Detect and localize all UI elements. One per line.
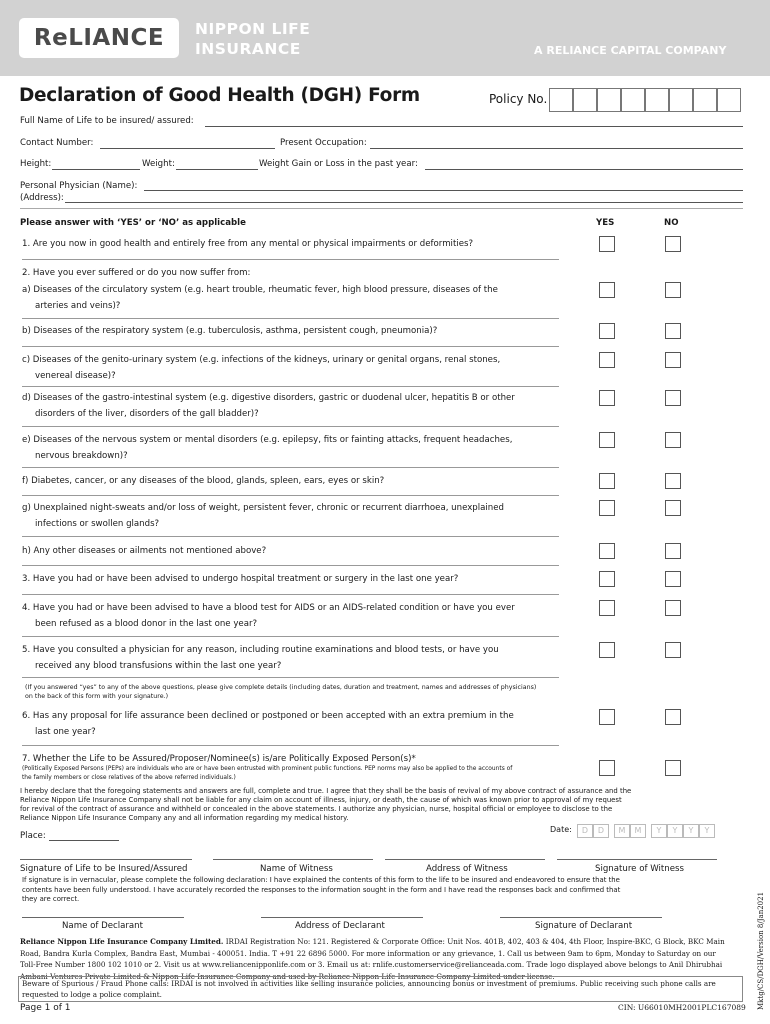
declaration-text: I hereby declare that the foregoing statements and answers are full, complete and true. I agree that they shall be the basis of revival of my above contract of assurance and the Reliance Nippon Life Insurance Company shall not be liable for any claim on account of illness, injury, or death, the cause of which was known prior to approval of my request for revival of the contract of assurance and withheld or concealed in the above statements. I authorize any physician, nurse, hospital official or employee to disclose to the Reliance Nippon Life Insurance Company any and all information regarding my medical history.	[20, 787, 632, 822]
declarant-signature-line[interactable]	[500, 917, 662, 918]
weight-change-field[interactable]	[425, 169, 743, 170]
divider	[20, 208, 743, 209]
brand-line-2: INSURANCE	[195, 40, 301, 58]
reliance-logo	[19, 18, 179, 58]
separator	[22, 565, 559, 566]
q2f-no-checkbox[interactable]	[665, 473, 681, 489]
q7-no-checkbox[interactable]	[665, 760, 681, 776]
q2b-yes-checkbox[interactable]	[599, 323, 615, 339]
declarant-address-line[interactable]	[261, 917, 423, 918]
sig-life-line[interactable]	[20, 859, 192, 860]
witness-name-label: Name of Witness	[260, 864, 333, 874]
details-note: (If you answered “yes” to any of the above questions, please give complete details (including dates, duration and treatment, names and addresses of physicians) on the back of this form with your signature.)	[25, 684, 537, 700]
declarant-signature-label: Signature of Declarant	[535, 921, 633, 931]
date-box-month-2[interactable]: M	[630, 824, 646, 838]
q5-no-checkbox[interactable]	[665, 642, 681, 658]
pep-note: (Politically Exposed Persons (PEPs) are individuals who are or have been entrusted with prominent public functions. PEP norms may also be applied to the accounts of the family members or close relatives of the above referred individuals.)	[22, 766, 513, 781]
date-box-day-1[interactable]: D	[577, 824, 593, 838]
physician-label: Personal Physician (Name):	[20, 181, 138, 191]
policy-number-box-3[interactable]	[597, 88, 621, 112]
separator	[22, 318, 559, 319]
separator	[22, 346, 559, 347]
policy-number-box-6[interactable]	[669, 88, 693, 112]
witness-address-label: Address of Witness	[426, 864, 508, 874]
separator	[22, 594, 559, 595]
date-box-day-2[interactable]: D	[593, 824, 609, 838]
full-name-label: Full Name of Life to be insured/ assured:	[20, 116, 194, 126]
tagline: A RELIANCE CAPITAL COMPANY	[534, 44, 727, 57]
q2c-no-checkbox[interactable]	[665, 352, 681, 368]
page-number: Page 1 of 1	[20, 1003, 71, 1013]
date-label: Date:	[550, 825, 572, 834]
separator	[22, 636, 559, 637]
height-field[interactable]	[52, 169, 140, 170]
policy-number-box-4[interactable]	[621, 88, 645, 112]
witness-signature-line[interactable]	[557, 859, 717, 860]
fraud-warning-box: Beware of Spurious / Fraud Phone calls: IRDAI is not involved in activities like selling insurance policies, announcing bonus or investment of premiums. Public receiving such phone calls are requested to lodge a police complaint.	[18, 976, 743, 1002]
yes-column-header: YES	[596, 218, 615, 228]
q2c-yes-checkbox[interactable]	[599, 352, 615, 368]
policy-number-label: Policy No.	[489, 92, 548, 106]
q2a-yes-checkbox[interactable]	[599, 282, 615, 298]
declarant-name-label: Name of Declarant	[62, 921, 143, 931]
q2g-yes-checkbox[interactable]	[599, 500, 615, 516]
question-4: 4. Have you had or have been advised to have a blood test for AIDS or an AIDS-related condition or have you ever been refused as a blood donor in the last one year?	[22, 603, 515, 629]
policy-number-box-7[interactable]	[693, 88, 717, 112]
question-2e: e) Diseases of the nervous system or mental disorders (e.g. epilepsy, fits or fainting attacks, frequent headaches, nervous breakdown)?	[22, 435, 513, 461]
occupation-field[interactable]	[370, 148, 743, 149]
policy-number-box-5[interactable]	[645, 88, 669, 112]
witness-address-line[interactable]	[385, 859, 545, 860]
q2f-yes-checkbox[interactable]	[599, 473, 615, 489]
q2b-no-checkbox[interactable]	[665, 323, 681, 339]
q4-no-checkbox[interactable]	[665, 600, 681, 616]
question-2b: b) Diseases of the respiratory system (e.g. tuberculosis, asthma, persistent cough, pneumonia)?	[22, 326, 438, 336]
question-2h: h) Any other diseases or ailments not mentioned above?	[22, 546, 267, 556]
q5-yes-checkbox[interactable]	[599, 642, 615, 658]
q2h-no-checkbox[interactable]	[665, 543, 681, 559]
date-box-year-2[interactable]: Y	[667, 824, 683, 838]
q4-yes-checkbox[interactable]	[599, 600, 615, 616]
declarant-address-label: Address of Declarant	[295, 921, 385, 931]
physician-address-label: (Address):	[20, 193, 64, 203]
q3-no-checkbox[interactable]	[665, 571, 681, 587]
date-box-year-4[interactable]: Y	[699, 824, 715, 838]
separator	[22, 536, 559, 537]
question-2a: a) Diseases of the circulatory system (e.g. heart trouble, rheumatic fever, high blood pressure, diseases of the arteries and veins)?	[22, 285, 498, 311]
q6-no-checkbox[interactable]	[665, 709, 681, 725]
q6-yes-checkbox[interactable]	[599, 709, 615, 725]
witness-signature-label: Signature of Witness	[595, 864, 684, 874]
contact-label: Contact Number:	[20, 138, 94, 148]
policy-number-box-2[interactable]	[573, 88, 597, 112]
q2g-no-checkbox[interactable]	[665, 500, 681, 516]
company-footer: Reliance Nippon Life Insurance Company Limited. IRDAI Registration No: 121. Registered & Corporate Office: Unit Nos. 401B, 402, 403 & 404, 4th Floor, Inspire-BKC, G Block, BKC Main Road, Bandra Kurla Complex, Bandra East, Mumbai - 400051. India. T +91 22 6896 5000. For more information or any grievance, 1. Call us between 9am to 6pm, Monday to Saturday on our Toll-Free Number 1800 102 1010 or 2. Visit us at www.reliancenipponlife.com or 3. Email us at: rnlife.customerservice@relianceada.com. Trade logo displayed above belongs to Anil Dhirubhai Ambani Ventures Private Limited & Nippon Life Insurance Company and used by Reliance Nippon Life Insurance Company Limited under license.	[20, 937, 725, 982]
place-label: Place:	[20, 831, 46, 841]
occupation-label: Present Occupation:	[280, 138, 367, 148]
separator	[22, 467, 559, 468]
sig-life-label: Signature of Life to be Insured/Assured	[20, 864, 188, 874]
contact-field[interactable]	[100, 148, 275, 149]
separator	[22, 677, 559, 678]
date-box-year-3[interactable]: Y	[683, 824, 699, 838]
question-1: 1. Are you now in good health and entirely free from any mental or physical impairments or deformities?	[22, 239, 474, 249]
page-title: Declaration of Good Health (DGH) Form	[19, 85, 420, 106]
question-2d: d) Diseases of the gastro-intestinal system (e.g. digestive disorders, gastric or duodenal ulcer, hepatitis B or other disorders of the liver, disorders of the gall bladder)?	[22, 393, 515, 419]
vernacular-declaration: If signature is in vernacular, please complete the following declaration: I have explained the contents of this form to the life to be insured and endeavored to ensure that the contents have been fully understood. I have accurately recorded the responses to the information sought in the form and I have read the responses back and confirmed that they are correct.	[22, 876, 621, 903]
height-label: Height:	[20, 159, 52, 169]
question-5: 5. Have you consulted a physician for any reason, including routine examinations and blood tests, or have you received any blood transfusions within the last one year?	[22, 645, 499, 671]
version-code-vertical: Mktg/CS/DGH/Version 8/Jan2021	[757, 891, 765, 1010]
q1-no-checkbox[interactable]	[665, 236, 681, 252]
date-box-month-1[interactable]: M	[614, 824, 630, 838]
question-2g: g) Unexplained night-sweats and/or loss of weight, persistent fever, chronic or recurrent diarrhoea, unexplained infections or swollen glands?	[22, 503, 504, 529]
separator	[22, 259, 559, 260]
place-field[interactable]	[49, 840, 119, 841]
no-column-header: NO	[664, 218, 679, 228]
q2d-no-checkbox[interactable]	[665, 390, 681, 406]
q3-yes-checkbox[interactable]	[599, 571, 615, 587]
weight-field[interactable]	[176, 169, 258, 170]
question-2c: c) Diseases of the genito-urinary system (e.g. infections of the kidneys, urinary or genital organs, renal stones, venereal disease)?	[22, 355, 501, 381]
separator	[22, 495, 559, 496]
date-box-year-1[interactable]: Y	[651, 824, 667, 838]
separator	[22, 745, 559, 746]
question-3: 3. Have you had or have been advised to undergo hospital treatment or surgery in the last one year?	[22, 574, 459, 584]
question-2f: f) Diabetes, cancer, or any diseases of the blood, glands, spleen, ears, eyes or skin?	[22, 476, 385, 486]
separator	[22, 386, 559, 387]
declarant-name-line[interactable]	[22, 917, 184, 918]
q2e-no-checkbox[interactable]	[665, 432, 681, 448]
separator	[22, 426, 559, 427]
full-name-field[interactable]	[205, 126, 743, 127]
question-6: 6. Has any proposal for life assurance been declined or postponed or been accepted with an extra premium in the last one year?	[22, 711, 514, 737]
logo-text: ReLIANCE	[33, 25, 165, 51]
q2a-no-checkbox[interactable]	[665, 282, 681, 298]
weight-change-label: Weight Gain or Loss in the past year:	[259, 159, 418, 169]
policy-number-box-8[interactable]	[717, 88, 741, 112]
witness-name-line[interactable]	[213, 859, 373, 860]
q7-yes-checkbox[interactable]	[599, 760, 615, 776]
q1-yes-checkbox[interactable]	[599, 236, 615, 252]
q2d-yes-checkbox[interactable]	[599, 390, 615, 406]
question-7: 7. Whether the Life to be Assured/Proposer/Nominee(s) is/are Politically Exposed Person(s)*	[22, 754, 416, 764]
q2h-yes-checkbox[interactable]	[599, 543, 615, 559]
q2e-yes-checkbox[interactable]	[599, 432, 615, 448]
instructions: Please answer with ‘YES’ or ‘NO’ as applicable	[20, 218, 246, 228]
weight-label: Weight:	[142, 159, 175, 169]
brand-line-1: NIPPON LIFE	[195, 20, 311, 38]
cin-number: CIN: U66010MH2001PLC167089	[618, 1003, 746, 1012]
question-2: 2. Have you ever suffered or do you now suffer from:	[22, 268, 251, 278]
policy-number-box-1[interactable]	[549, 88, 573, 112]
physician-field[interactable]	[144, 190, 743, 191]
physician-address-field[interactable]	[65, 202, 743, 203]
